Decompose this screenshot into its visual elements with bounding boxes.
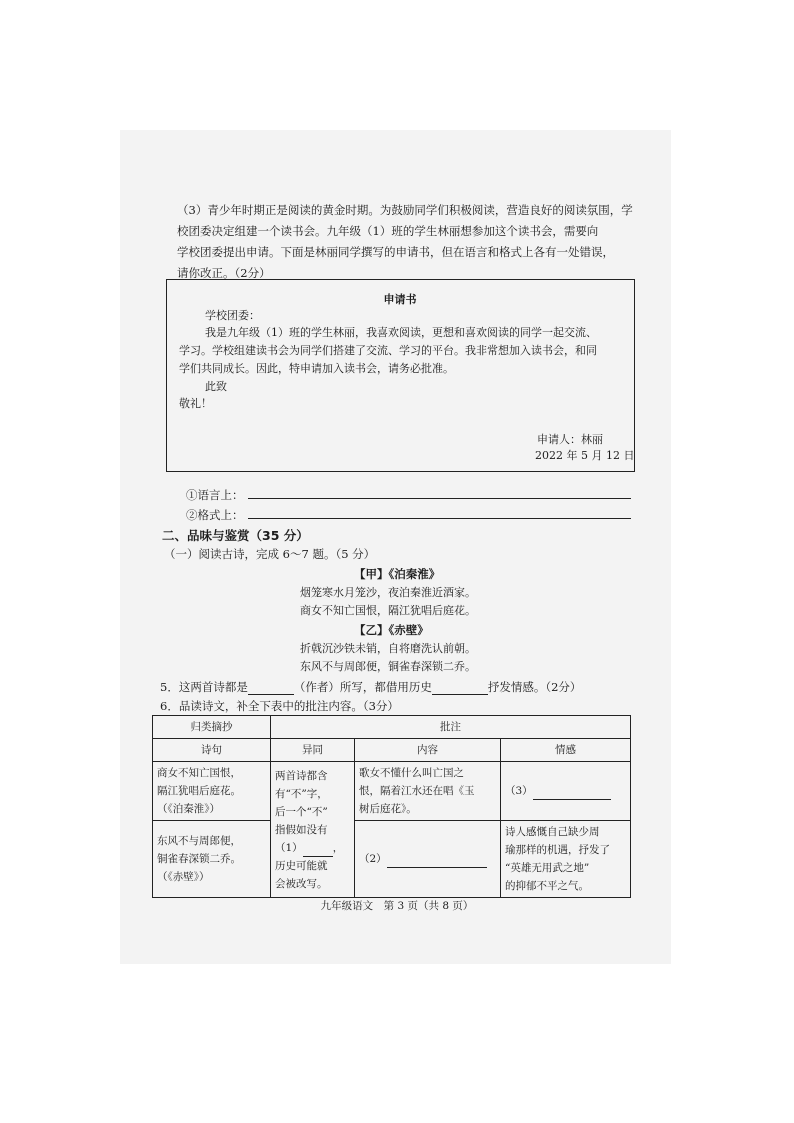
letter-closing-1: 此致 [205, 380, 227, 393]
section-2-heading: 二、品味与鉴赏（35 分） [162, 528, 309, 543]
row-2-content-cell [355, 821, 501, 898]
poem-1-line: 商女不知亡国恨，隔江犹唱后庭花。 [300, 604, 476, 617]
diff-line: 指假如没有 [275, 823, 328, 836]
poem-2-title: 【乙】《赤壁》 [354, 623, 429, 637]
row-1-content-cell [355, 762, 501, 821]
letter-title: 申请书 [383, 293, 417, 306]
row-2-emotion-cell [501, 821, 631, 898]
q5-history-blank[interactable] [432, 694, 488, 695]
row-2-line: 东风不与周郎便， [157, 835, 241, 847]
content-line: 树后庭花》。 [359, 803, 417, 815]
question-5 [160, 679, 581, 695]
blank-3-label: （3） [505, 785, 533, 797]
blank-2-label: （2） [359, 853, 387, 865]
answer-language-label: ①语言上： [186, 488, 244, 502]
header-lines: 诗句 [153, 739, 271, 762]
answer-language-line[interactable] [248, 498, 631, 499]
emotion-line: 的抑郁不平之气。 [505, 880, 589, 892]
q3-line: （3）青少年时期正是阅读的黄金时期。为鼓励同学们积极阅读，营造良好的阅读氛围，学 [177, 203, 633, 217]
answer-format-label: ②格式上： [186, 508, 244, 522]
diff-line [275, 839, 350, 857]
content-line: 恨，隔着江水还在唱《玉 [359, 785, 475, 797]
letter-body-line: 学习。学校组建读书会为同学们搭建了交流、学习的平台。我非常想加入读书会，和同 [179, 344, 597, 357]
diff-line: 历史可能就 [275, 859, 328, 872]
blank-3-line[interactable] [533, 799, 611, 800]
diff-line: 两首诗都含 [275, 769, 328, 782]
content-line: 歌女不懂什么叫亡国之 [359, 767, 464, 779]
row-2-source: （《赤壁》） [157, 871, 210, 883]
row-1-lines-cell [153, 762, 271, 821]
letter-date: 2022 年 5 月 12 日 [535, 449, 635, 462]
diff-line: 后一个“不” [275, 805, 328, 818]
header-category: 归类摘抄 [153, 716, 271, 739]
poem-2-line: 东风不与周郎便，铜雀春深锁二乔。 [300, 660, 476, 673]
poem-1-title: 【甲】《泊秦淮》 [354, 567, 441, 581]
row-1-source: （《泊秦淮》） [157, 803, 220, 815]
poem-1-line: 烟笼寒水月笼沙，夜泊秦淮近酒家。 [300, 586, 476, 599]
emotion-line: “英雄无用武之地” [505, 862, 590, 874]
question-6: 6．品读诗文，补全下表中的批注内容。（3分） [160, 699, 399, 713]
q3-line: 请你改正。（2分） [177, 266, 271, 280]
diff-line: 会被改写。 [275, 877, 328, 890]
poem-2-line: 折戟沉沙铁未销，自将磨洗认前朝。 [300, 642, 476, 655]
row-1-emotion-cell [501, 762, 631, 821]
header-note: 批注 [271, 716, 631, 739]
blank-1-label: （1） [275, 841, 303, 854]
diff-cell [271, 762, 355, 898]
letter-body-line: 学们共同成长。因此，特申请加入读书会，请务必批准。 [179, 362, 454, 375]
q5-part: 抒发情感。（2分） [487, 680, 582, 694]
q3-line: 学校团委提出申请。下面是林丽同学撰写的申请书，但在语言和格式上各有一处错误， [177, 245, 614, 259]
q5-part: （作者）所写，都借用历史 [293, 680, 432, 694]
row-2-line: 铜雀春深锁二乔。 [157, 853, 241, 865]
section-2-sub-heading: （一）阅读古诗，完成 6～7 题。（5 分） [164, 547, 376, 561]
blank-2-line[interactable] [387, 867, 487, 868]
application-letter-box [166, 279, 635, 472]
letter-applicant: 申请人：林丽 [537, 433, 603, 446]
blank-1-comma: ， [332, 841, 344, 854]
letter-salutation: 学校团委： [205, 309, 260, 322]
emotion-line: 瑜那样的机遇，抒发了 [505, 844, 610, 856]
annotation-table [152, 715, 631, 898]
q5-author-blank[interactable] [248, 694, 294, 695]
letter-body-line: 我是九年级（1）班的学生林丽，我喜欢阅读，更想和喜欢阅读的同学一起交流、 [205, 326, 597, 339]
row-1-line: 隔江犹唱后庭花。 [157, 785, 241, 797]
header-content: 内容 [355, 739, 501, 762]
question-3-prompt [177, 200, 639, 284]
letter-closing-2: 敬礼！ [179, 397, 212, 410]
q3-line: 校团委决定组建一个读书会。九年级（1）班的学生林丽想参加这个读书会，需要向 [177, 224, 599, 238]
header-emotion: 情感 [501, 739, 631, 762]
answer-format-line[interactable] [248, 518, 631, 519]
page-footer: 九年级语文 第 3 页（共 8 页） [320, 900, 474, 912]
emotion-line: 诗人感慨自己缺少周 [505, 826, 600, 838]
row-2-lines-cell [153, 821, 271, 898]
row-1-line: 商女不知亡国恨， [157, 767, 241, 779]
header-diff: 异同 [271, 739, 355, 762]
q5-part: 5．这两首诗都是 [160, 680, 248, 694]
diff-line: 有“不”字， [275, 787, 328, 800]
